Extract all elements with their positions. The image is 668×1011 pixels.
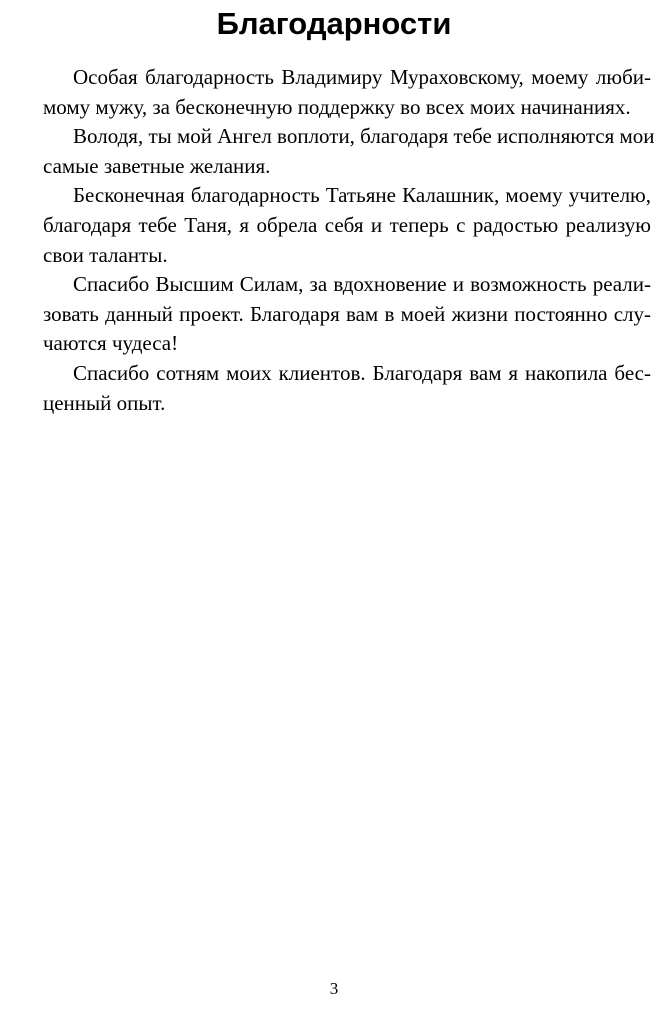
acknowledgements-text — [13, 63, 655, 418]
text-line: зовать данный проект. Благодаря вам в моей жизни постоянно слу- — [43, 301, 651, 326]
text-line: ценный опыт. — [43, 390, 166, 415]
text-line: самые заветные желания. — [43, 153, 271, 178]
page-title: Благодарности — [216, 6, 452, 41]
text-line: чаются чудеса! — [43, 331, 179, 356]
paragraph-2 — [13, 122, 655, 181]
text-line: Особая благодарность Владимиру Мураховскому, моему люби- — [73, 65, 651, 89]
text-line: мому мужу, за бесконечную поддержку во всех моих начинаниях. — [43, 94, 631, 119]
text-line: Володя, ты мой Ангел воплоти, благодаря тебе исполняются мои — [73, 124, 655, 149]
text-line: Спасибо сотням моих клиентов. Благодаря вам я накопила бес- — [73, 360, 651, 385]
paragraph-4 — [13, 270, 651, 359]
page-number: 3 — [329, 979, 339, 998]
paragraph-5 — [13, 359, 651, 418]
text-line: благодаря тебе Таня, я обрела себя и теперь с радостью реализую — [43, 212, 651, 237]
text-line: Бесконечная благодарность Татьяне Калашник, моему учителю, — [73, 183, 651, 208]
text-line: Спасибо Высшим Силам, за вдохновение и возможность реали- — [73, 272, 651, 297]
text-line: свои таланты. — [43, 242, 168, 267]
paragraph-1 — [13, 63, 651, 122]
paragraph-3 — [13, 181, 651, 270]
